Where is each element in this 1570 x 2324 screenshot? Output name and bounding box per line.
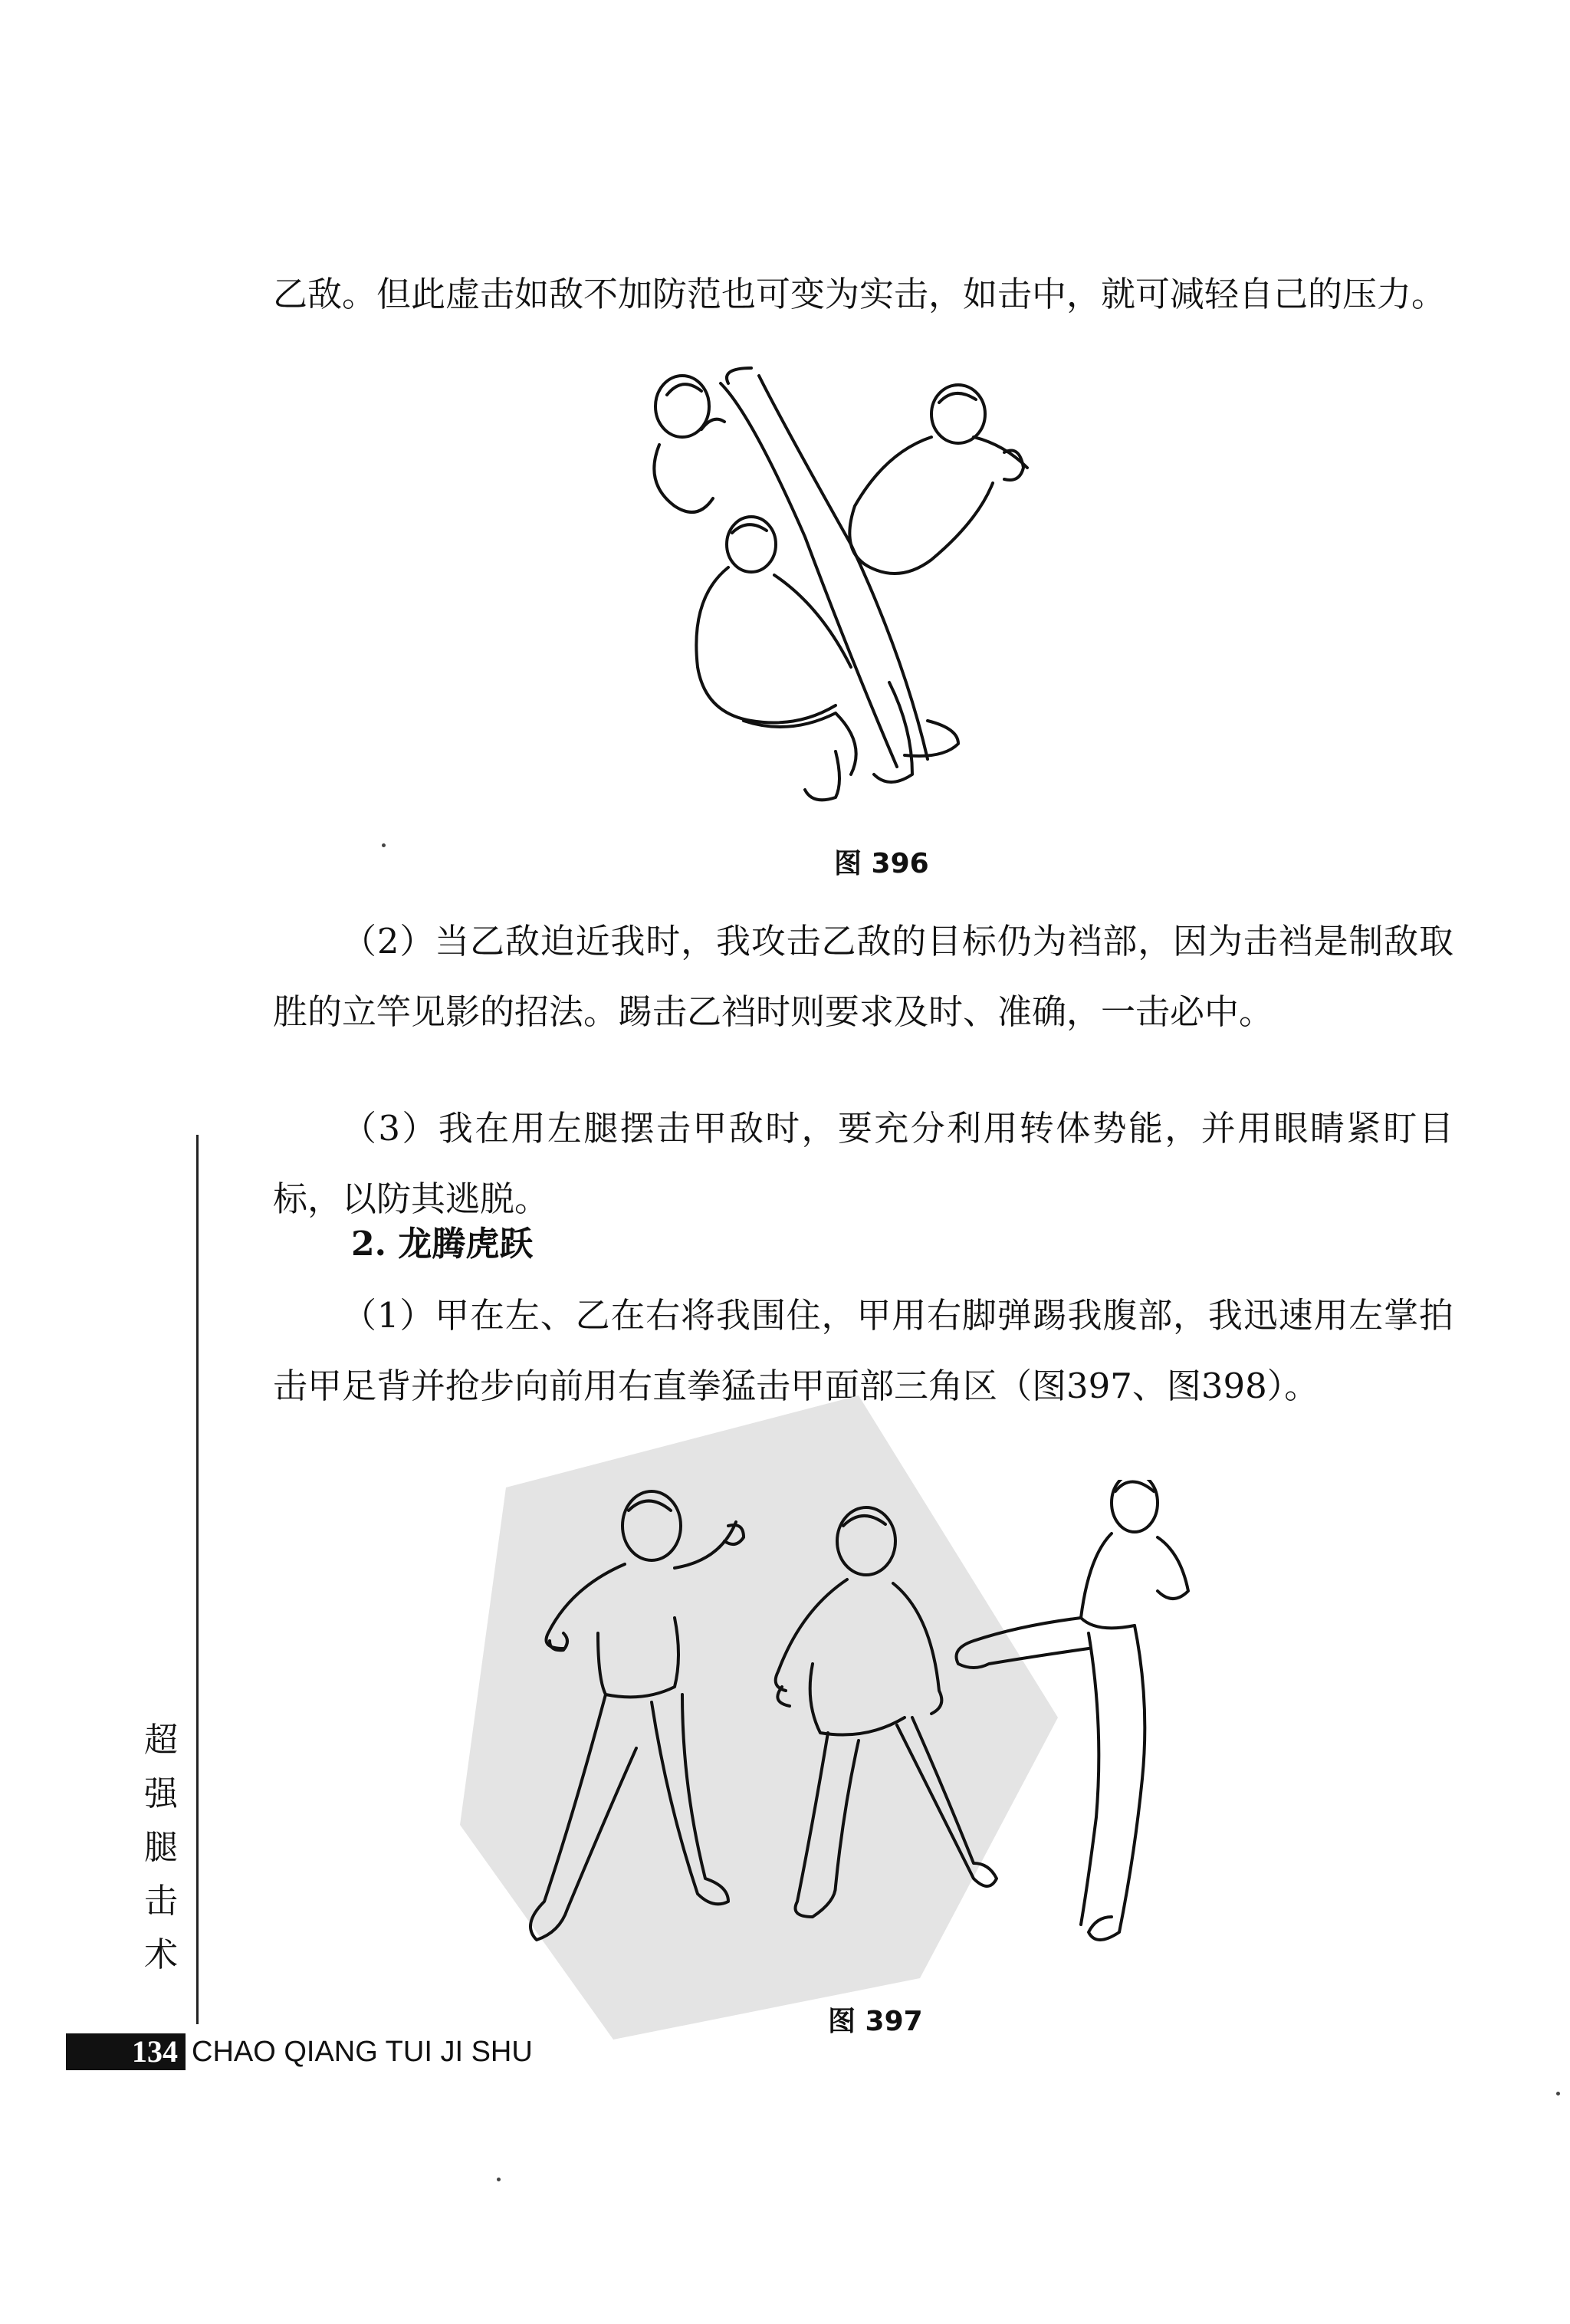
paragraph-4: （1）甲在左、乙在右将我围住，甲用右脚弹踢我腹部，我迅速用左掌拍击甲足背并抢步向前用右直拳猛击甲面部三角区（图397、图398）。	[273, 1295, 1453, 1406]
scan-speck	[382, 843, 386, 847]
page-footer	[66, 2032, 533, 2072]
paragraph-continued: 乙敌。但此虚击如敌不加防范也可变为实击，如击中，就可减轻自己的压力。	[273, 274, 1447, 314]
scan-speck	[1556, 2092, 1560, 2096]
scan-speck	[497, 2178, 501, 2181]
title-char: 击	[144, 1882, 178, 1921]
page-number: 134	[66, 2033, 186, 2070]
figure-396-illustration	[636, 360, 1066, 820]
figure-397-caption: 图 397	[828, 2006, 923, 2037]
title-char: 超	[144, 1721, 178, 1760]
margin-rule	[196, 1135, 199, 2024]
running-title: CHAO QIANG TUI JI SHU	[192, 2035, 533, 2068]
book-title-vertical	[138, 1714, 184, 1982]
paragraph-2: （2）当乙敌迫近我时，我攻击乙敌的目标仍为裆部，因为击裆是制敌取胜的立竿见影的招法。踢击乙裆时则要求及时、准确，一击必中。	[273, 921, 1453, 1032]
figure-397-illustration	[498, 1480, 1211, 1963]
title-char: 腿	[144, 1828, 178, 1867]
paragraph-3: （3）我在用左腿摆击甲敌时，要充分利用转体势能，并用眼睛紧盯目标，以防其逃脱。	[273, 1108, 1453, 1219]
section-heading: 2. 龙腾虎跃	[351, 1224, 534, 1264]
title-char: 术	[144, 1935, 178, 1974]
title-char: 强	[144, 1774, 178, 1813]
figure-396-caption: 图 396	[834, 848, 929, 879]
